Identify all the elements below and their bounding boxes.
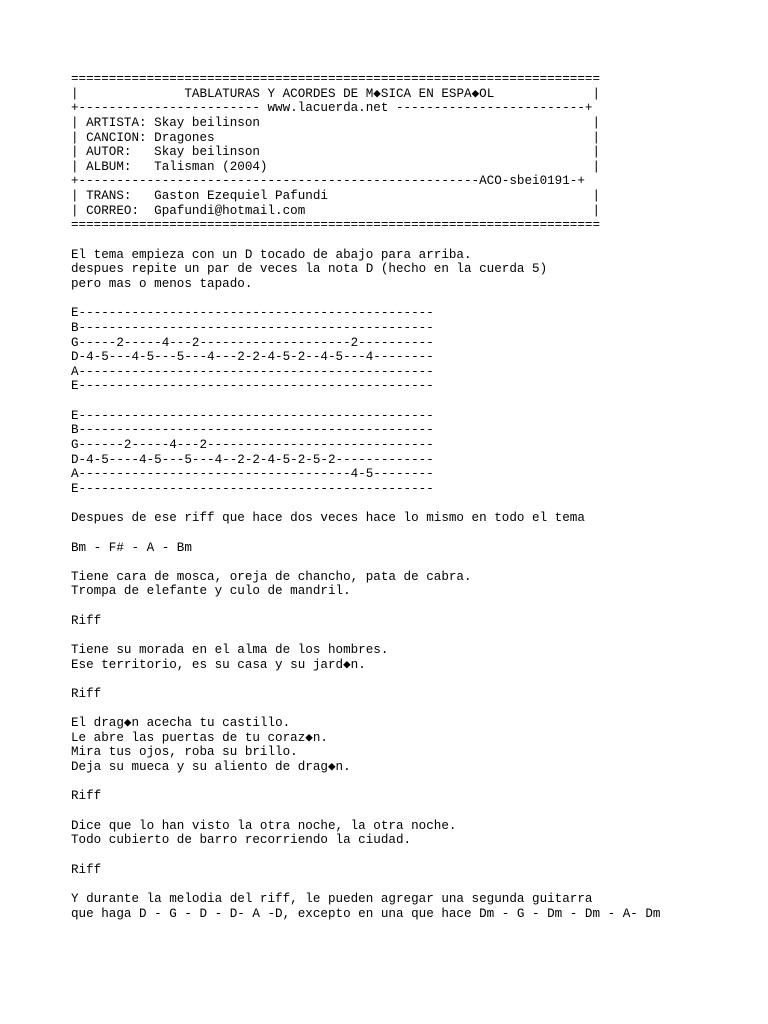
text-line (71, 877, 761, 892)
text-line (71, 394, 761, 409)
text-line (71, 848, 761, 863)
text-line: | TRANS: Gaston Ezequiel Pafundi | (71, 189, 601, 204)
text-line: ====================================================================== (71, 72, 601, 86)
text-line: B----------------------------------------------- (71, 320, 434, 335)
text-line: Tiene su morada en el alma de los hombres. (71, 642, 389, 657)
text-line: B----------------------------------------------- (71, 423, 434, 438)
document-text (71, 72, 761, 921)
text-line: que haga D - G - D - D- A -D, excepto en una que hace Dm - G - Dm - Dm - A- Dm (71, 906, 661, 921)
text-line: Todo cubierto de barro recorriendo la ciudad. (71, 833, 412, 848)
text-line (71, 628, 761, 643)
text-line: Riff (71, 862, 102, 877)
text-line (71, 775, 761, 790)
text-line (71, 672, 761, 687)
text-line: Tiene cara de mosca, oreja de chancho, pata de cabra. (71, 569, 472, 584)
document-page (71, 72, 761, 921)
text-line: Riff (71, 686, 102, 701)
text-line: ====================================================================== (71, 218, 601, 233)
text-line: Deja su mueca y su aliento de drag◆n. (71, 760, 351, 775)
text-line: +-----------------------------------------------------ACO-sbei0191-+ (71, 174, 585, 189)
text-line: Y durante la melodia del riff, le pueden agregar una segunda guitarra (71, 891, 593, 906)
text-line: El drag◆n acecha tu castillo. (71, 716, 291, 731)
text-line: | TABLATURAS Y ACORDES DE M◆SICA EN ESPA◆OL | (71, 86, 601, 101)
text-line: Trompa de elefante y culo de mandril. (71, 584, 351, 599)
text-line: E----------------------------------------------- (71, 481, 434, 496)
text-line: D-4-5---4-5---5---4---2-2-4-5-2--4-5---4-------- (71, 350, 434, 365)
text-line: Bm - F# - A - Bm (71, 540, 192, 555)
text-line (71, 292, 761, 307)
text-line: E----------------------------------------------- (71, 379, 434, 394)
text-line: E----------------------------------------------- (71, 408, 434, 423)
text-line: Le abre las puertas de tu coraz◆n. (71, 730, 328, 745)
text-line: +------------------------ www.lacuerda.net -------------------------+ (71, 101, 593, 116)
text-line: Riff (71, 613, 102, 628)
text-line: | ARTISTA: Skay beilinson | (71, 115, 601, 130)
text-line (71, 233, 761, 248)
text-line: pero mas o menos tapado. (71, 276, 253, 291)
text-line: Riff (71, 789, 102, 804)
text-line: | CANCION: Dragones | (71, 130, 601, 145)
text-line: E----------------------------------------------- (71, 306, 434, 321)
text-line: A------------------------------------4-5-------- (71, 467, 434, 482)
text-line: Ese territorio, es su casa y su jard◆n. (71, 657, 366, 672)
text-line (71, 702, 761, 717)
text-line (71, 497, 761, 512)
text-line: Dice que lo han visto la otra noche, la otra noche. (71, 818, 457, 833)
text-line: | ALBUM: Talisman (2004) | (71, 159, 601, 174)
text-line: | CORREO: Gpafundi@hotmail.com | (71, 203, 601, 218)
text-line (71, 555, 761, 570)
text-line (71, 599, 761, 614)
text-line: A----------------------------------------------- (71, 364, 434, 379)
text-line: despues repite un par de veces la nota D (hecho en la cuerda 5) (71, 262, 548, 277)
text-line: G------2-----4---2------------------------------ (71, 438, 434, 453)
text-line: Despues de ese riff que hace dos veces hace lo mismo en todo el tema (71, 511, 585, 526)
text-line (71, 526, 761, 541)
text-line: Mira tus ojos, roba su brillo. (71, 745, 298, 760)
text-line: El tema empieza con un D tocado de abajo para arriba. (71, 247, 472, 262)
text-line: | AUTOR: Skay beilinson | (71, 145, 601, 160)
text-line (71, 804, 761, 819)
text-line: D-4-5----4-5---5---4--2-2-4-5-2-5-2------------- (71, 452, 434, 467)
text-line: G-----2-----4---2--------------------2---------- (71, 335, 434, 350)
